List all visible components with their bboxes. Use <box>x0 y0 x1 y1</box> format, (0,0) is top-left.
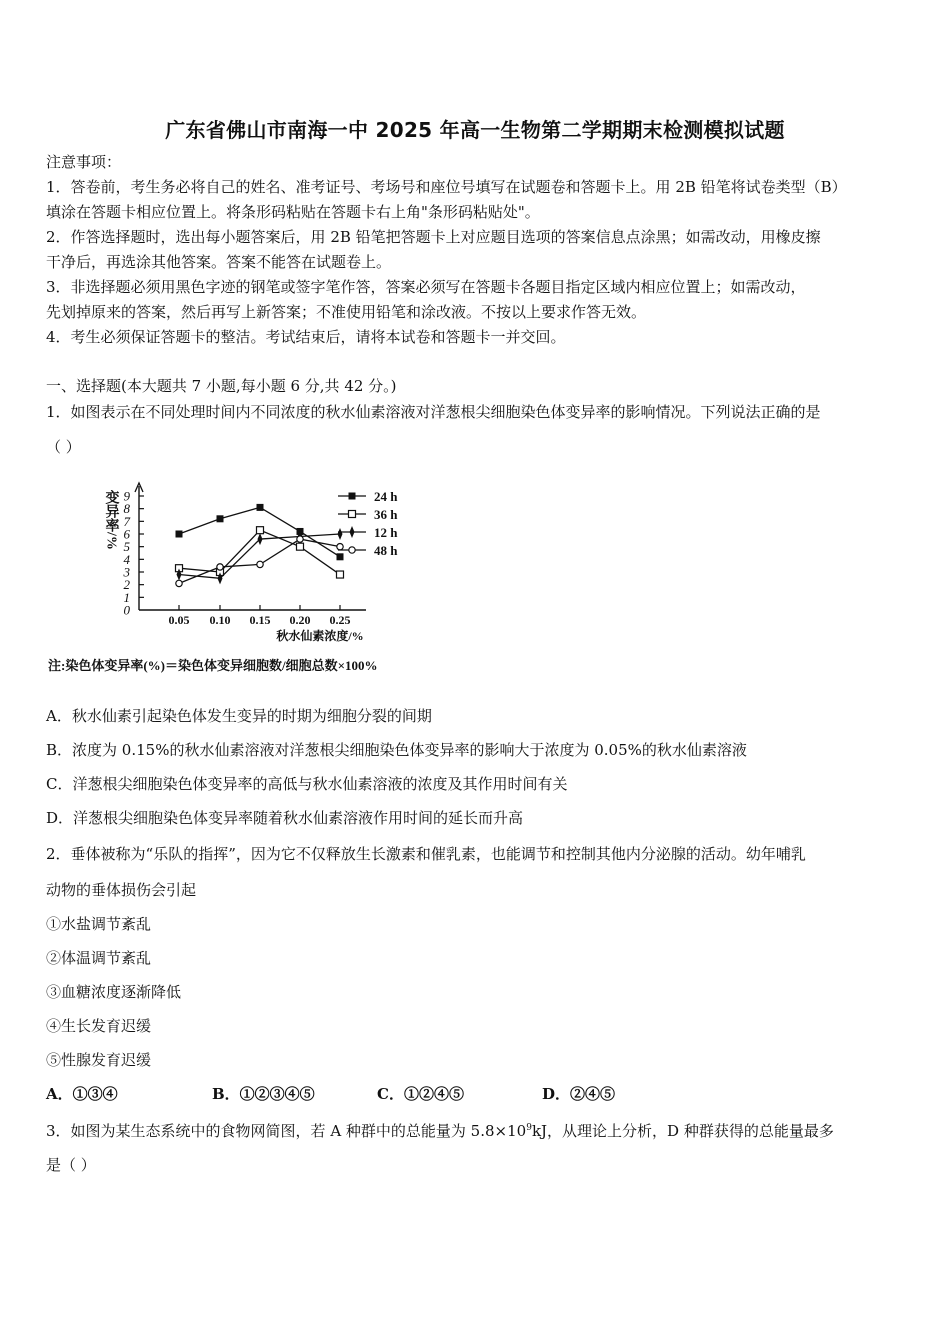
question-2-item: ③血糖浓度逐渐降低 <box>46 983 182 1001</box>
question-1-blank: （ ） <box>46 438 81 456</box>
x-tick-label: 0.15 <box>249 613 271 627</box>
data-point <box>258 533 263 545</box>
question-2-option-a: A．①③④ <box>46 1085 118 1103</box>
y-tick-label: 1 <box>123 589 130 605</box>
mutation-rate-chart <box>48 470 468 685</box>
question-2-option-b: B．①②③④⑤ <box>212 1085 315 1103</box>
x-axis-label: 秋水仙素浓度/% <box>276 629 364 643</box>
y-tick-label: 6 <box>123 526 130 542</box>
legend-label: 12 h <box>374 525 398 540</box>
notice-line: 干净后，再选涂其他答案。答案不能答在试题卷上。 <box>46 253 392 271</box>
question-1-option-c: C．洋葱根尖细胞染色体变异率的高低与秋水仙素溶液的浓度及其作用时间有关 <box>46 775 568 793</box>
question-2-option-d: D．②④⑤ <box>542 1085 616 1103</box>
question-3-stem-post: kJ，从理论上分析，D 种群获得的总能量最多 <box>531 1122 834 1140</box>
question-2-item: ②体温调节紊乱 <box>46 949 152 967</box>
notice-line: 2．作答选择题时，选出每小题答案后，用 2B 铅笔把答题卡上对应题目选项的答案信息点涂黑；如需改动，用橡皮擦 <box>46 228 821 246</box>
page-title: 广东省佛山市南海一中 2025 年高一生物第二学期期末检测模拟试题 <box>165 118 785 142</box>
y-tick-label: 2 <box>123 577 130 593</box>
y-tick-label: 4 <box>123 551 130 567</box>
x-tick-label: 0.05 <box>168 613 190 627</box>
y-tick-label: 7 <box>123 513 130 529</box>
y-tick-label: 3 <box>123 564 130 580</box>
notice-line: 3．非选择题必须用黑色字迹的钢笔或签字笔作答，答案必须写在答题卡各题目指定区域内相应位置上；如需改动， <box>46 278 806 296</box>
question-1-option-b: B．浓度为 0.15%的秋水仙素溶液对洋葱根尖细胞染色体变异率的影响大于浓度为 0.05%的秋水仙素溶液 <box>46 741 747 759</box>
notice-line: 先划掉原来的答案，然后再写上新答案；不准使用铅笔和涂改液。不按以上要求作答无效。 <box>46 303 647 321</box>
x-tick-label: 0.10 <box>209 613 231 627</box>
question-1-option-a: A．秋水仙素引起染色体发生变异的时期为细胞分裂的间期 <box>46 707 432 725</box>
question-3-blank: 是（ ） <box>46 1156 96 1174</box>
legend-marker <box>349 493 356 500</box>
data-point <box>297 536 303 542</box>
question-1-option-d: D．洋葱根尖细胞染色体变异率随着秋水仙素溶液作用时间的延长而升高 <box>46 809 524 827</box>
data-point <box>176 531 183 538</box>
legend-marker <box>350 526 355 538</box>
y-tick-label: 0 <box>123 602 130 618</box>
question-2-item: ⑤性腺发育迟缓 <box>46 1051 152 1069</box>
section-heading: 一、选择题(本大题共 7 小题,每小题 6 分,共 42 分。) <box>46 377 397 395</box>
legend-label: 24 h <box>374 489 398 504</box>
data-point <box>337 543 343 549</box>
question-3-exponent: 9 <box>526 1123 532 1133</box>
chart-footnote: 注:染色体变异率(%)＝染色体变异细胞数/细胞总数×100% <box>48 658 378 673</box>
notice-line: 4．考生必须保证答题卡的整洁。考试结束后，请将本试卷和答题卡一并交回。 <box>46 328 566 346</box>
x-tick-label: 0.20 <box>289 613 311 627</box>
x-tick-label: 0.25 <box>329 613 351 627</box>
question-2-item: ④生长发育迟缓 <box>46 1017 152 1035</box>
notice-heading: 注意事项： <box>46 153 122 171</box>
data-point <box>217 515 224 522</box>
data-point <box>297 543 304 550</box>
data-point <box>257 504 264 511</box>
y-axis-label: 变异率/% <box>103 490 119 550</box>
question-2-stem-cont: 动物的垂体损伤会引起 <box>46 881 197 899</box>
y-tick-label: 8 <box>123 501 130 517</box>
y-tick-label: 5 <box>123 539 130 555</box>
legend-label: 36 h <box>374 507 398 522</box>
question-3-stem-pre: 3．如图为某生态系统中的食物网简图，若 A 种群中的总能量为 5.8×10 <box>46 1122 527 1140</box>
question-2-item: ①水盐调节紊乱 <box>46 915 152 933</box>
data-point <box>337 571 344 578</box>
data-point <box>338 528 343 540</box>
legend-marker <box>349 547 355 553</box>
data-point <box>337 553 344 560</box>
data-point <box>257 561 263 567</box>
legend-marker <box>349 511 356 518</box>
question-2-stem: 2．垂体被称为“乐队的指挥”，因为它不仅释放生长激素和催乳素，也能调节和控制其他内分泌腺的活动。幼年哺乳 <box>46 845 806 863</box>
data-point <box>257 527 264 534</box>
legend-label: 48 h <box>374 543 398 558</box>
question-2-option-c: C．①②④⑤ <box>377 1085 464 1103</box>
question-3-stem <box>46 1118 910 1141</box>
y-tick-label: 9 <box>123 488 130 504</box>
notice-line: 1．答卷前，考生务必将自己的姓名、准考证号、考场号和座位号填写在试题卷和答题卡上。用 2B 铅笔将试卷类型（B） <box>46 178 847 196</box>
data-point <box>176 580 182 586</box>
notice-line: 填涂在答题卡相应位置上。将条形码粘贴在答题卡右上角"条形码粘贴处"。 <box>46 203 540 221</box>
question-1-stem: 1．如图表示在不同处理时间内不同浓度的秋水仙素溶液对洋葱根尖细胞染色体变异率的影响情况。下列说法正确的是 <box>46 403 821 421</box>
data-point <box>217 564 223 570</box>
